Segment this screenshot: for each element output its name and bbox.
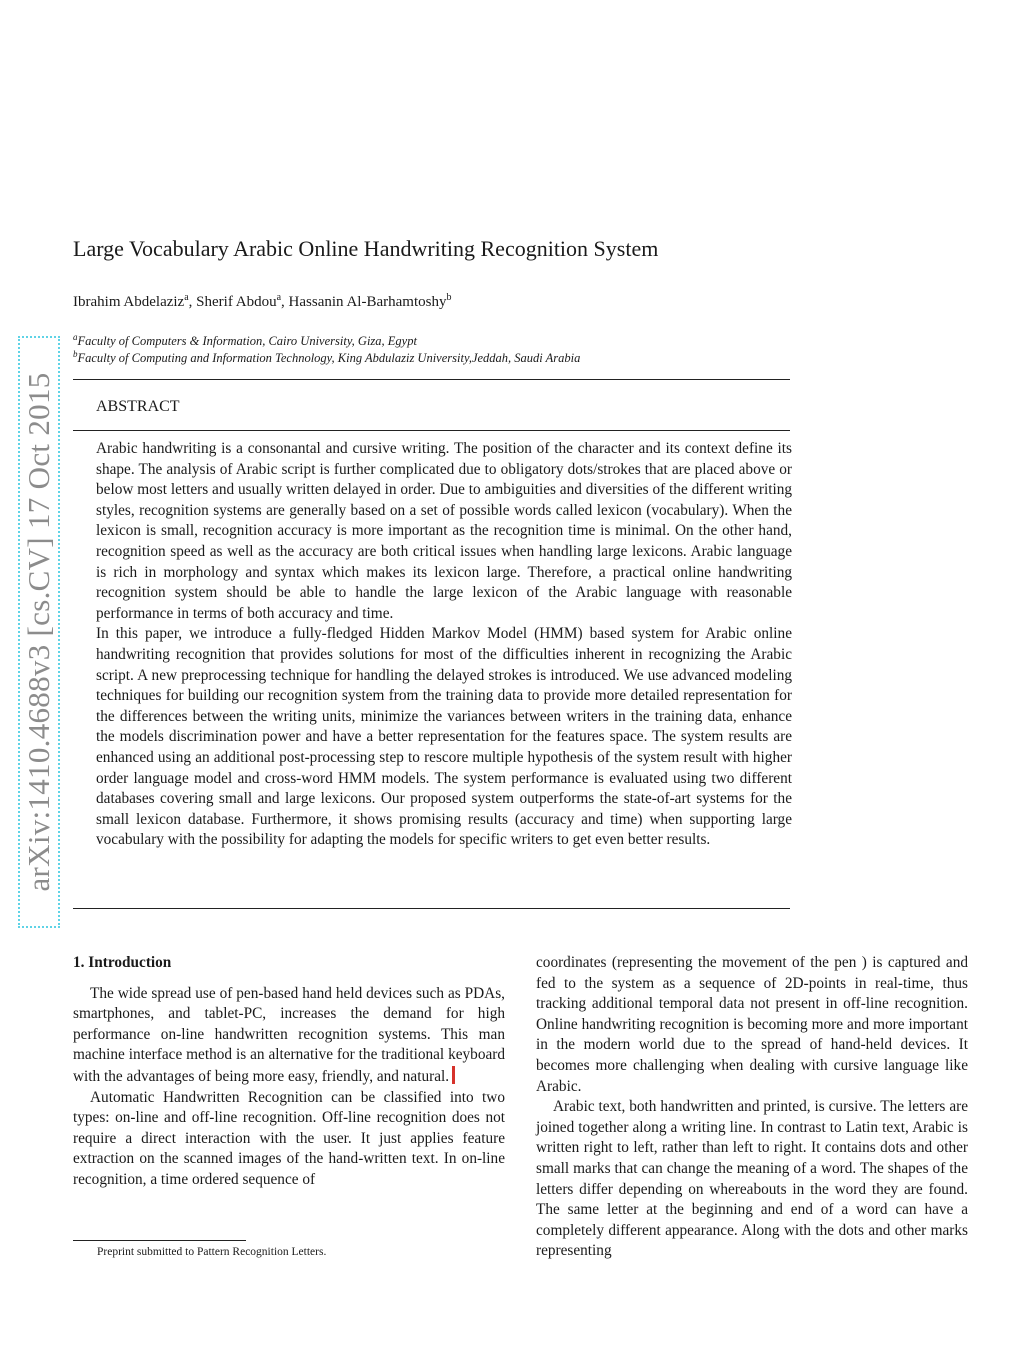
author-name: Hassanin Al-Barhamtoshy [288,294,447,310]
author-affil-mark: a [276,292,282,303]
affiliation-b: $^b$Faculty of Computing and Information Technology, King Abdulaziz University,Jeddah, Saudi Arabia [73,349,581,366]
abstract-paragraph: Arabic handwriting is a consonantal and cursive writing. The position of the character and its context define its shape. The analysis of Arabic script is further complicated due to obligatory dots/strokes that are placed above or below most letters and usually written delayed in order. Due to ambiguities and diversities of the different writing styles, recognition systems are generally based on a set of possible words called lexicon (vocabulary). When the lexicon is small, recognition accuracy is more important as the recognition time is minimal. On the other hand, recognition speed as well as the accuracy are both critical issues when handling large lexicons. Arabic language is rich in morphology and syntax which makes its lexicon large. Therefore, a practical online handwriting recognition system should be able to handle the large lexicon of the Arabic language with reasonable performance in terms of both accuracy and time. [96,440,792,622]
footnote-divider [73,1240,246,1241]
abstract-heading: ABSTRACT [96,398,180,415]
body-paragraph: Arabic text, both handwritten and printed, is cursive. The letters are joined together along a writing line. In contrast to Latin text, Arabic is written right to left, rather than left to right. It contains dots and other small marks that can change the meaning of a word. The shapes of the letters differ depending on whereabouts in the word they are found. The same letter at the beginning and end of a word can have a completely different appearance. Along with the dots and other marks representing [536,1098,968,1260]
body-paragraph: The wide spread use of pen-based hand held devices such as PDAs, smartphones, and tablet-PC, increases the demand for high performance on-line handwritten recognition systems. This man machine interface method is an alternative for the traditional keyboard with the advantages of being more easy, friendly, and natural. [73,984,505,1085]
footnote: Preprint submitted to Pattern Recognition Letters. [97,1246,327,1258]
author-affil-mark: b [446,292,452,303]
abstract-body [96,439,792,851]
divider-bottom [73,908,790,909]
paper-title: Large Vocabulary Arabic Online Handwriting Recognition System [73,236,659,261]
divider-top [73,379,790,380]
author-list: Ibrahim Abdelaziz$^a$, Sherif Abdou$^a$, Hassanin Al-Barhamtoshy$^b$ [73,292,452,310]
text-cursor-marker [452,1066,455,1084]
section-heading: 1. Introduction [73,954,172,971]
author-name: Ibrahim Abdelaziz [73,294,185,310]
author-name: Sherif Abdou [196,294,277,310]
divider-abstract [73,430,790,431]
left-column [73,953,505,1191]
abstract-paragraph: In this paper, we introduce a fully-fledged Hidden Markov Model (HMM) based system for Arabic online handwriting recognition that provides solutions for most of the difficulties inherent in recognizing the Arabic script. A new preprocessing technique for handling the delayed strokes is introduced. We use advanced modeling techniques for building our recognition system from the training data to provide more detailed representation for the differences between the writing units, minimize the variances between writers in the training data, enhance the models discrimination power and have a better representation for the features space. The system results are enhanced using an additional post-processing step to rescore multiple hypothesis of the system result with higher order language model and cross-word HMM models. The system performance is evaluated using two different databases covering small and large lexicons. Our proposed system outperforms the state-of-art systems for the small lexicon database. Furthermore, it shows promising results (accuracy and time) when supporting large vocabulary with the possibility for adapting the models for specific writers to get even better results. [96,625,792,849]
arxiv-stamp [18,336,60,928]
body-paragraph: Automatic Handwritten Recognition can be classified into two types: on-line and off-line recognition. Off-line recognition does not require a direct interaction with the user. It just applies feature extraction on the scanned images of the hand-written text. In on-line recognition, a time ordered sequence of [73,1088,505,1188]
arxiv-identifier: arXiv:1410.4688v3 [cs.CV] 17 Oct 2015 [21,372,56,892]
affiliation-a: $^a$Faculty of Computers & Information, Cairo University, Giza, Egypt [73,332,417,349]
body-paragraph: coordinates (representing the movement of the pen ) is captured and fed to the system as a sequence of 2D-points in real-time, thus tracking additional temporal data not present in off-line recognition. Online handwriting recognition is becoming more and more important in the modern world due to the spread of hand-held devices. It becomes more challenging when dealing with cursive language like Arabic. [536,954,968,1095]
author-affil-mark: a [184,292,189,303]
right-column [536,953,968,1262]
